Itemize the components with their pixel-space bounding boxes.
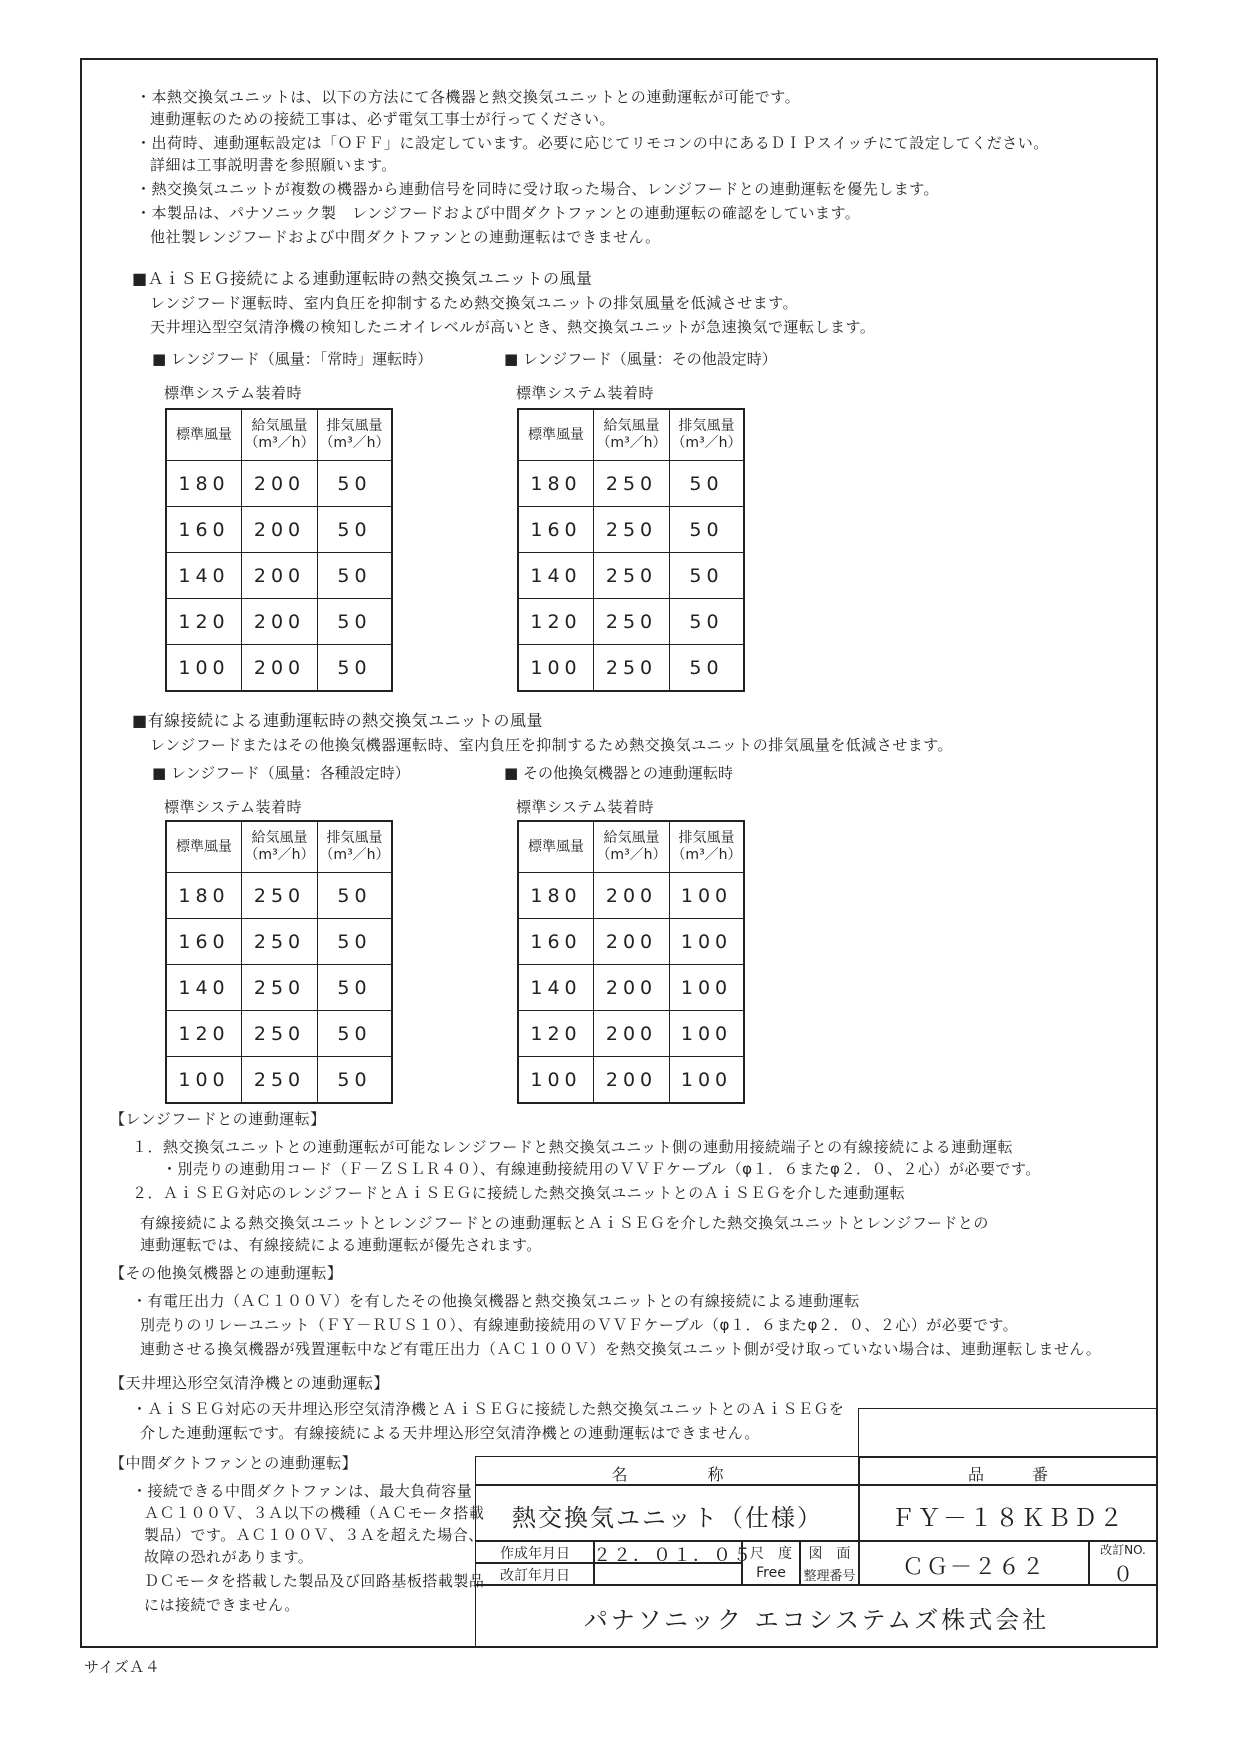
other-devices-line-2: 別売りのリレーユニット（ＦＹ－ＲＵＳ１０）、有線連動接続用のＶＶＦケーブル（φ１．６またφ２．０、２心）が必要です。 bbox=[140, 1316, 1019, 1334]
other-devices-line-3: 連動させる換気機器が残置運転中など有電圧出力（ＡＣ１００Ｖ）を熱交換気ユニット側が受け取っていない場合は、連動運転しません。 bbox=[140, 1340, 1102, 1358]
range-hood-line-5: 連動運転では、有線接続による連動運転が優先されます。 bbox=[140, 1236, 542, 1254]
tb-drawing-label-1: 図 面 bbox=[808, 1546, 851, 1562]
table-row: 140 200 100 bbox=[518, 965, 744, 1011]
table-row: 160 200 50 bbox=[166, 507, 392, 553]
tb-scale-value: Free bbox=[756, 1565, 786, 1581]
header-supply: 給気風量 （m³／h） bbox=[594, 821, 670, 873]
duct-fan-line-4: 故障の恐れがあります。 bbox=[144, 1548, 314, 1566]
intro-note-7: 他社製レンジフードおよび中間ダクトファンとの連動運転はできません。 bbox=[150, 228, 661, 246]
wired-left-title: ■ レンジフード（風量：各種設定時） bbox=[152, 764, 410, 782]
table-row: 160 250 50 bbox=[166, 919, 392, 965]
table-header-row bbox=[166, 821, 392, 873]
paper-size: サイズＡ４ bbox=[84, 1658, 161, 1676]
tb-company: パナソニック エコシステムズ株式会社 bbox=[583, 1606, 1050, 1634]
tb-product-no-value: ＦＹ－１８ＫＢＤ２ bbox=[891, 1504, 1125, 1532]
table-row: 140 250 50 bbox=[166, 965, 392, 1011]
air-purifier-heading: 【天井埋込形空気清浄機との連動運転】 bbox=[110, 1374, 390, 1392]
aiseg-left-title: ■ レンジフード（風量：「常時」運転時） bbox=[152, 350, 433, 368]
wired-heading: ■有線接続による連動運転時の熱交換気ユニットの風量 bbox=[132, 711, 543, 730]
other-devices-line-1: ・有電圧出力（ＡＣ１００Ｖ）を有したその他換気機器と熱交換気ユニットとの有線接続による連動運転 bbox=[132, 1292, 860, 1310]
intro-note-6: ・本製品は、パナソニック製 レンジフードおよび中間ダクトファンとの連動運転の確認をしています。 bbox=[136, 204, 861, 222]
table-header-row bbox=[518, 409, 744, 461]
intro-note-3: ・出荷時、連動運転設定は「ＯＦＦ」に設定しています。必要に応じてリモコンの中にあるＤＩＰスイッチにて設定してください。 bbox=[136, 134, 1049, 152]
table-row: 100 250 50 bbox=[166, 1057, 392, 1104]
range-hood-line-2: ・別売りの連動用コード（Ｆ－ＺＳＬＲ４０）、有線連動接続用のＶＶＦケーブル（φ１．６またφ２．０、２心）が必要です。 bbox=[162, 1160, 1041, 1178]
tb-name-label: 名 称 bbox=[611, 1465, 724, 1484]
header-exhaust: 排気風量 （m³／h） bbox=[670, 409, 745, 461]
table-row: 140 200 50 bbox=[166, 553, 392, 599]
table-row: 180 250 50 bbox=[166, 873, 392, 919]
header-supply: 給気風量 （m³／h） bbox=[242, 409, 318, 461]
header-supply: 給気風量 （m³／h） bbox=[594, 409, 670, 461]
tb-product-no-label: 品 番 bbox=[967, 1465, 1048, 1484]
table-row: 100 200 50 bbox=[166, 645, 392, 692]
aiseg-desc-2: 天井埋込型空気清浄機の検知したニオイレベルが高いとき、熱交換気ユニットが急速換気で運転します。 bbox=[150, 318, 876, 336]
table-row: 160 200 100 bbox=[518, 919, 744, 965]
duct-fan-line-5: ＤＣモータを搭載した製品及び回路基板搭載製品 bbox=[144, 1572, 485, 1590]
table-row: 140 250 50 bbox=[518, 553, 744, 599]
duct-fan-line-6: には接続できません。 bbox=[144, 1596, 300, 1614]
header-exhaust: 排気風量 （m³／h） bbox=[318, 821, 393, 873]
tb-scale-label: 尺 度 bbox=[750, 1546, 792, 1562]
wired-right-system-label: 標準システム装着時 bbox=[516, 798, 655, 816]
table-row: 120 200 50 bbox=[166, 599, 392, 645]
header-standard: 標準風量 bbox=[166, 409, 242, 461]
aiseg-left-table bbox=[165, 408, 393, 692]
wired-desc: レンジフードまたはその他換気機器運転時、室内負圧を抑制するため熱交換気ユニットの排気風量を低減させます。 bbox=[150, 736, 954, 754]
header-standard: 標準風量 bbox=[166, 821, 242, 873]
tb-revised-label: 改訂年月日 bbox=[500, 1568, 570, 1584]
tb-empty-box bbox=[858, 1408, 1158, 1458]
table-row: 180 200 50 bbox=[166, 461, 392, 507]
duct-fan-line-2: ＡＣ１００Ｖ、３Ａ以下の機種（ＡＣモータ搭載 bbox=[144, 1504, 485, 1522]
table-row: 120 250 50 bbox=[518, 599, 744, 645]
duct-fan-line-1: ・接続できる中間ダクトファンは、最大負荷容量 bbox=[132, 1482, 473, 1500]
range-hood-line-3: ２．ＡｉＳＥＧ対応のレンジフードとＡｉＳＥＧに接続した熱交換気ユニットとのＡｉＳＥＧを介した連動運転 bbox=[132, 1184, 906, 1202]
header-standard: 標準風量 bbox=[518, 409, 594, 461]
table-row: 100 250 50 bbox=[518, 645, 744, 692]
range-hood-heading: 【レンジフードとの連動運転】 bbox=[110, 1110, 326, 1128]
intro-note-2: 連動運転のための接続工事は、必ず電気工事士が行ってください。 bbox=[150, 110, 616, 128]
table-row: 120 250 50 bbox=[166, 1011, 392, 1057]
intro-note-5: ・熱交換気ユニットが複数の機器から連動信号を同時に受け取った場合、レンジフードとの連動運転を優先します。 bbox=[136, 180, 940, 198]
other-devices-heading: 【その他換気機器との連動運転】 bbox=[110, 1264, 343, 1282]
aiseg-right-table bbox=[517, 408, 745, 692]
tb-rev-no-label: 改訂NO. bbox=[1100, 1543, 1146, 1557]
aiseg-heading: ■ＡｉＳＥＧ接続による連動運転時の熱交換気ユニットの風量 bbox=[132, 269, 593, 288]
duct-fan-heading: 【中間ダクトファンとの連動運転】 bbox=[110, 1454, 358, 1472]
tb-drawing-value: ＣＧ－２６２ bbox=[901, 1555, 1046, 1580]
header-standard: 標準風量 bbox=[518, 821, 594, 873]
wired-right-table bbox=[517, 820, 745, 1104]
wired-left-table bbox=[165, 820, 393, 1104]
air-purifier-line-2: 介した連動運転です。有線接続による天井埋込形空気清浄機との連動運転はできません。 bbox=[140, 1424, 760, 1442]
wired-left-system-label: 標準システム装着時 bbox=[164, 798, 303, 816]
intro-note-4: 詳細は工事説明書を参照願います。 bbox=[150, 156, 397, 174]
wired-right-title: ■ その他換気機器との連動運転時 bbox=[504, 764, 733, 782]
table-row: 100 200 100 bbox=[518, 1057, 744, 1104]
range-hood-line-1: １．熱交換気ユニットとの連動運転が可能なレンジフードと熱交換気ユニット側の連動用接続端子との有線接続による連動運転 bbox=[132, 1138, 1014, 1156]
table-row: 120 200 100 bbox=[518, 1011, 744, 1057]
aiseg-left-system-label: 標準システム装着時 bbox=[164, 384, 303, 402]
table-row: 160 250 50 bbox=[518, 507, 744, 553]
header-exhaust: 排気風量 （m³／h） bbox=[318, 409, 393, 461]
header-exhaust: 排気風量 （m³／h） bbox=[670, 821, 745, 873]
aiseg-desc-1: レンジフード運転時、室内負圧を抑制するため熱交換気ユニットの排気風量を低減させます。 bbox=[150, 294, 799, 312]
intro-note-1: ・本熱交換気ユニットは、以下の方法にて各機器と熱交換気ユニットとの連動運転が可能です。 bbox=[136, 88, 801, 106]
duct-fan-line-3: 製品）です。ＡＣ１００Ｖ、３Ａを超えた場合、 bbox=[144, 1526, 484, 1544]
air-purifier-line-1: ・ＡｉＳＥＧ対応の天井埋込形空気清浄機とＡｉＳＥＧに接続した熱交換気ユニットとのＡｉＳＥＧを bbox=[132, 1400, 845, 1418]
tb-created-value: ２２．０１．０５ bbox=[593, 1545, 753, 1566]
tb-drawing-label-2: 整理番号 bbox=[803, 1569, 856, 1584]
tb-name-value: 熱交換気ユニット（仕様） bbox=[511, 1504, 824, 1532]
aiseg-right-title: ■ レンジフード（風量：その他設定時） bbox=[504, 350, 777, 368]
aiseg-right-system-label: 標準システム装着時 bbox=[516, 384, 655, 402]
table-row: 180 200 100 bbox=[518, 873, 744, 919]
table-header-row bbox=[518, 821, 744, 873]
tb-rev-no-value: ０ bbox=[1113, 1562, 1133, 1586]
range-hood-line-4: 有線接続による熱交換気ユニットとレンジフードとの連動運転とＡｉＳＥＧを介した熱交換気ユニットとレンジフードとの bbox=[140, 1214, 989, 1232]
tb-created-label: 作成年月日 bbox=[500, 1546, 570, 1562]
table-header-row bbox=[166, 409, 392, 461]
table-row: 180 250 50 bbox=[518, 461, 744, 507]
header-supply: 給気風量 （m³／h） bbox=[242, 821, 318, 873]
